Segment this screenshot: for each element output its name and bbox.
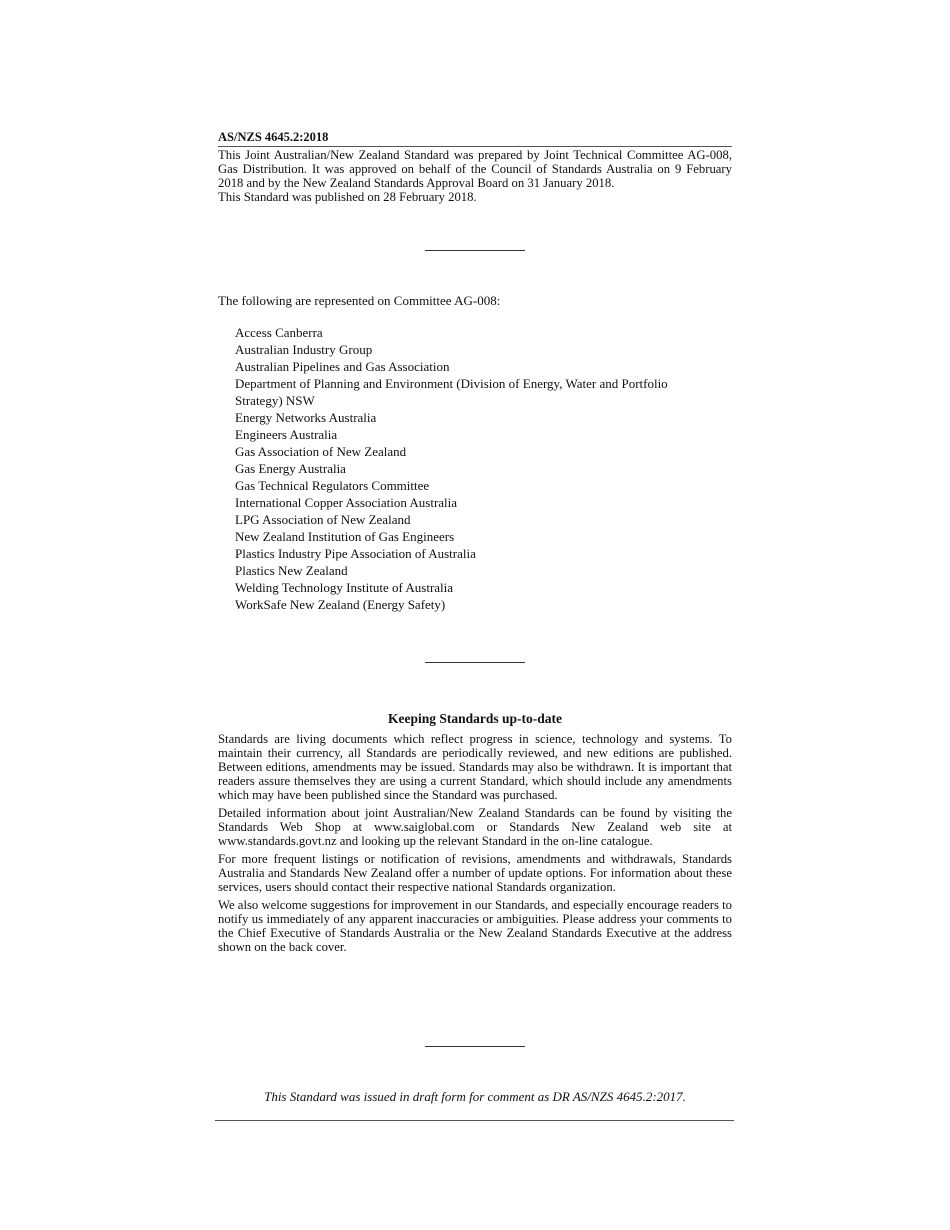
committee-member: LPG Association of New Zealand [235, 512, 411, 527]
intro-paragraph: This Standard was published on 28 February 2018. [218, 190, 477, 204]
committee-member-list [235, 324, 705, 613]
intro-block [218, 148, 732, 204]
body-paragraph: Detailed information about joint Australian/New Zealand Standards can be found by visiting the Standards Web Shop at www.saiglobal.com or Standards New Zealand web site at www.standards.govt.nz and looking up the relevant Standard in the on-line catalogue. [218, 806, 732, 848]
committee-member: Plastics Industry Pipe Association of Australia [235, 546, 476, 561]
body-paragraph: We also welcome suggestions for improvement in our Standards, and especially encourage readers to notify us immediately of any apparent inaccuracies or ambiguities. Please address your comments to the Chief Executive of Standards Australia or the New Zealand Standards Executive at the address shown on the back cover. [218, 898, 732, 954]
committee-member: WorkSafe New Zealand (Energy Safety) [235, 597, 446, 612]
committee-member: Australian Pipelines and Gas Association [235, 359, 450, 374]
committee-member: Plastics New Zealand [235, 563, 348, 578]
committee-member: Gas Energy Australia [235, 461, 346, 476]
committee-member: Welding Technology Institute of Australia [235, 580, 454, 595]
committee-member: Australian Industry Group [235, 342, 373, 357]
committee-member: Gas Association of New Zealand [235, 444, 407, 459]
committee-member: International Copper Association Australia [235, 495, 458, 510]
committee-member: New Zealand Institution of Gas Engineers [235, 529, 455, 544]
intro-paragraph: This Joint Australian/New Zealand Standard was prepared by Joint Technical Committee AG-008, Gas Distribution. It was approved on behalf of the Council of Standards Australia on 9 February 2018 and by the New Zealand Standards Approval Board on 31 January 2018. [218, 148, 732, 190]
committee-member: Department of Planning and Environment (Division of Energy, Water and Portfolio Strategy) NSW [235, 376, 668, 408]
body-paragraph: For more frequent listings or notification of revisions, amendments and withdrawals, Standards Australia and Standards New Zealand offer a number of update options. For information about these services, users should contact their respective national Standards organization. [218, 852, 732, 894]
separator-rule [425, 662, 525, 663]
draft-note: This Standard was issued in draft form for comment as DR AS/NZS 4645.2:2017. [264, 1089, 686, 1104]
committee-member: Engineers Australia [235, 427, 338, 442]
keeping-standards-body [218, 732, 732, 958]
committee-member: Access Canberra [235, 325, 323, 340]
standard-id: AS/NZS 4645.2:2018 [218, 130, 732, 147]
footer-rule [215, 1120, 734, 1121]
committee-member: Energy Networks Australia [235, 410, 377, 425]
committee-member: Gas Technical Regulators Committee [235, 478, 430, 493]
separator-rule [425, 1046, 525, 1047]
body-paragraph: Standards are living documents which reflect progress in science, technology and systems. To maintain their currency, all Standards are periodically reviewed, and new editions are published. Between editions, amendments may be issued. Standards may also be withdrawn. It is important that readers assure themselves they are using a current Standard, which should include any amendments which may have been published since the Standard was purchased. [218, 732, 732, 802]
separator-rule [425, 250, 525, 251]
committee-lead: The following are represented on Committee AG-008: [218, 293, 501, 308]
section-heading: Keeping Standards up-to-date [387, 711, 563, 726]
